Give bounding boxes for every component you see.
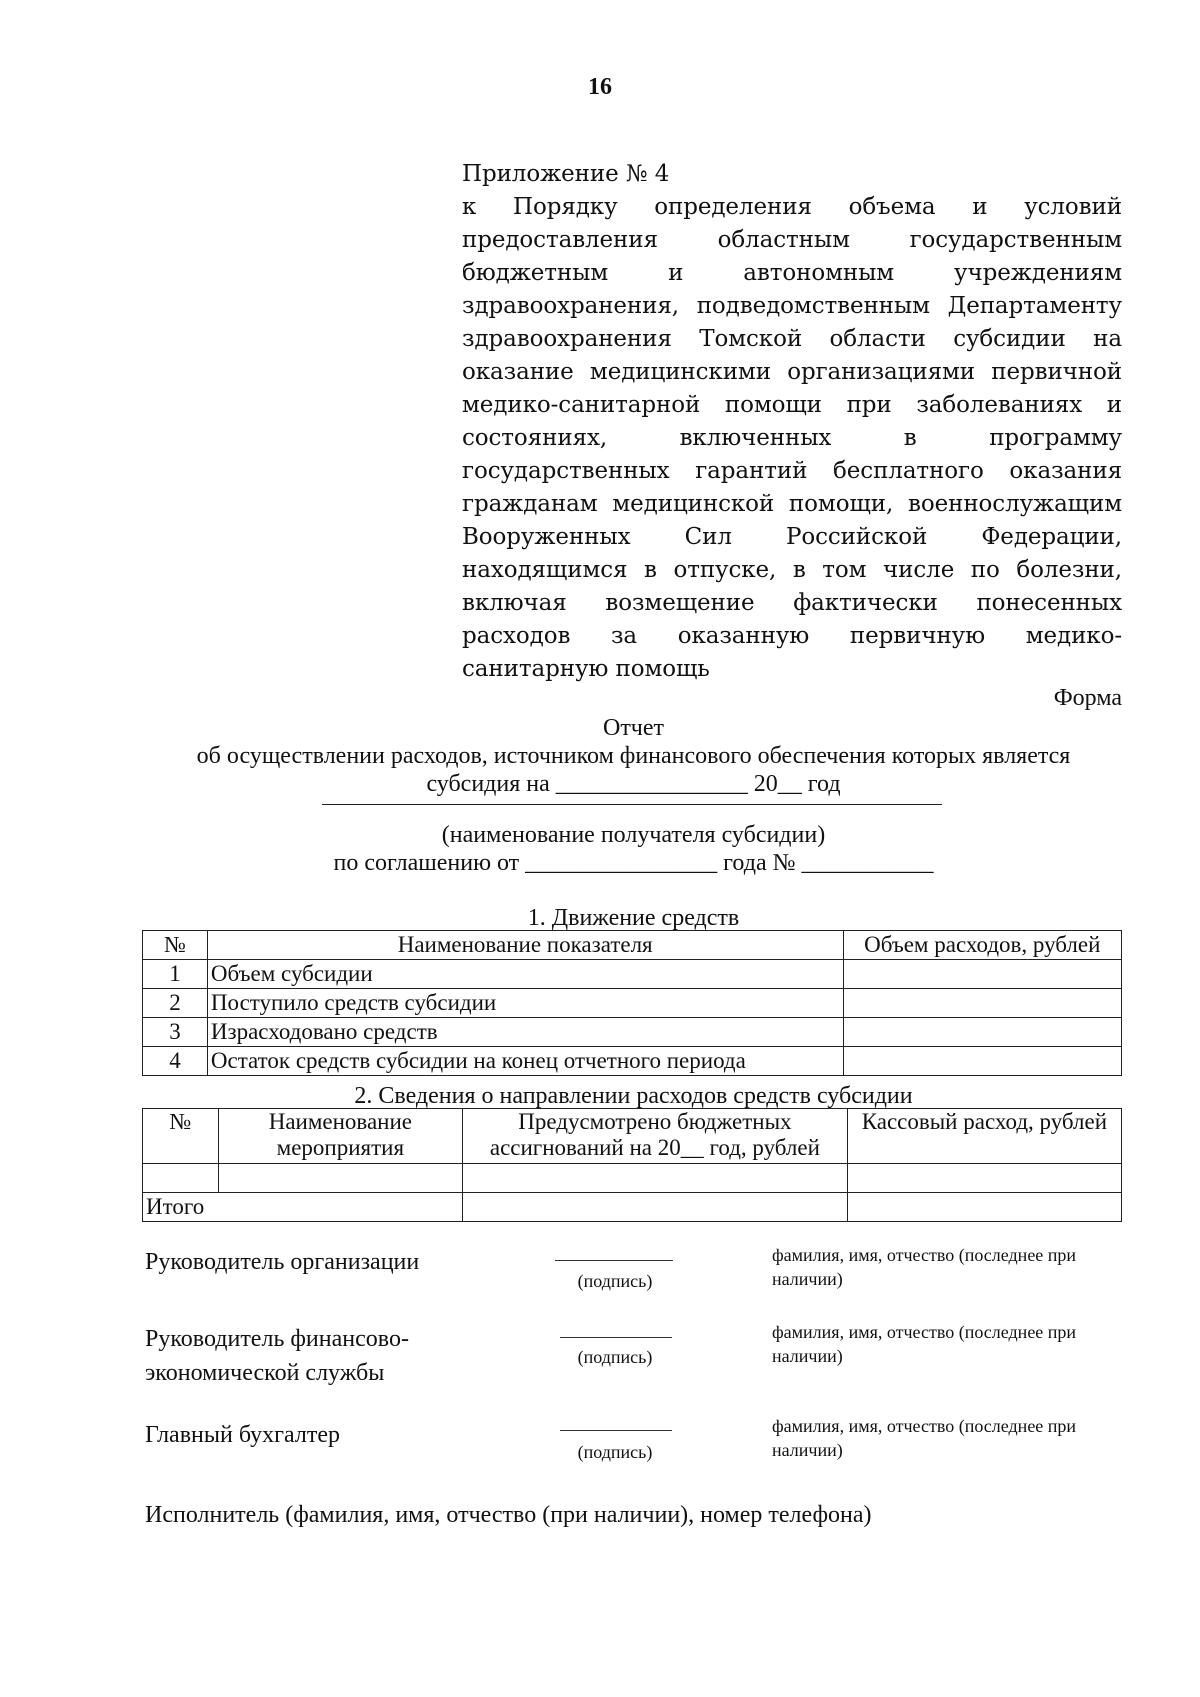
- report-title: Отчет: [602, 715, 665, 741]
- table-row: [143, 1018, 1122, 1047]
- appendix-text: к Порядку определения объема и условий предоставления областным государственным бюджетным и автономным учреждениям здравоохранения, подведомственным Департаменту здравоохранения Томской области субсидии на оказание медицинскими организациями первичной медико-санитарной помощи при заболеваниях и состояниях, включенных в программу государственных гарантий бесплатного оказания гражданам медицинской помощи, военнослужащим Вооруженных Сил Российской Федерации, находящимся в отпуске, в том числе по болезни, включая возмещение фактически понесенных расходов за оказанную первичную медико-санитарную помощь: [462, 194, 1122, 682]
- recipient-caption: (наименование получателя субсидии): [441, 822, 826, 848]
- funds-movement-table: [142, 930, 1122, 1076]
- row-name: Остаток средств субсидии на конец отчетного периода: [207, 1047, 843, 1076]
- row-no: [143, 1164, 219, 1193]
- recipient-name-line: [322, 790, 942, 805]
- signature-fio-finance: фамилия, имя, отчество (последнее при наличии): [772, 1322, 1077, 1366]
- total-budget: [463, 1193, 848, 1222]
- row-no: 1: [143, 960, 208, 989]
- table-row: [143, 960, 1122, 989]
- table-header-row: [143, 931, 1122, 960]
- section1-title: 1. Движение средств: [527, 905, 740, 931]
- table-row: [143, 1164, 1122, 1193]
- row-event-name: [218, 1164, 462, 1193]
- header-cash-expense: Кассовый расход, рублей: [847, 1109, 1121, 1164]
- total-cash: [847, 1193, 1121, 1222]
- appendix-title: Приложение № 4: [462, 161, 670, 187]
- row-no: 4: [143, 1047, 208, 1076]
- total-label: Итого: [143, 1193, 463, 1222]
- header-no: №: [143, 931, 208, 960]
- row-value: [843, 989, 1122, 1018]
- signature-fio-head: фамилия, имя, отчество (последнее при наличии): [772, 1245, 1077, 1289]
- row-cash: [847, 1164, 1121, 1193]
- signature-line-accountant: [560, 1420, 672, 1431]
- signature-caption-finance: (подпись): [577, 1347, 653, 1367]
- executor-line: Исполнитель (фамилия, имя, отчество (при наличии), номер телефона): [145, 1502, 872, 1528]
- form-label: Форма: [1053, 685, 1122, 711]
- table-row: [143, 989, 1122, 1018]
- signature-role-accountant: Главный бухгалтер: [145, 1422, 340, 1448]
- header-event-name: Наименование мероприятия: [218, 1109, 462, 1164]
- row-name: Поступило средств субсидии: [207, 989, 843, 1018]
- signature-line-finance: [560, 1327, 672, 1338]
- row-no: 3: [143, 1018, 208, 1047]
- row-name: Израсходовано средств: [207, 1018, 843, 1047]
- signature-role-head: Руководитель организации: [145, 1249, 420, 1275]
- row-name: Объем субсидии: [207, 960, 843, 989]
- signature-role-finance: Руководитель финансово-экономической службы: [145, 1326, 409, 1386]
- row-budget: [463, 1164, 848, 1193]
- appendix-block: [462, 158, 1122, 686]
- report-subtitle: об осуществлении расходов, источником финансового обеспечения которых является: [196, 743, 1071, 769]
- signature-line-head: [555, 1250, 673, 1261]
- section2-title: 2. Сведения о направлении расходов средств субсидии: [354, 1083, 913, 1109]
- row-value: [843, 960, 1122, 989]
- page-number: 16: [588, 74, 612, 100]
- table-header-row: [143, 1109, 1122, 1164]
- table-row: [143, 1047, 1122, 1076]
- report-subsidy-line: субсидия на ________________ 20__ год: [426, 771, 841, 797]
- row-value: [843, 1047, 1122, 1076]
- header-indicator: Наименование показателя: [207, 931, 843, 960]
- signature-caption-accountant: (подпись): [577, 1442, 653, 1462]
- agreement-line: по соглашению от ________________ года № ___________: [333, 850, 934, 876]
- row-no: 2: [143, 989, 208, 1018]
- header-no: №: [143, 1109, 219, 1164]
- table-total-row: [143, 1193, 1122, 1222]
- signature-fio-accountant: фамилия, имя, отчество (последнее при наличии): [772, 1416, 1077, 1460]
- header-expenses: Объем расходов, рублей: [843, 931, 1122, 960]
- signature-caption-head: (подпись): [577, 1271, 653, 1291]
- row-value: [843, 1018, 1122, 1047]
- header-budget-allocations: Предусмотрено бюджетных ассигнований на 20__ год, рублей: [463, 1109, 848, 1164]
- expense-directions-table: [142, 1108, 1122, 1222]
